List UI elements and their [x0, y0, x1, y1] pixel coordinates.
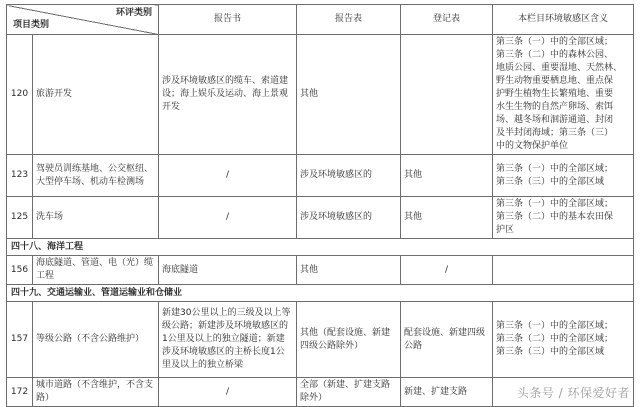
- row-project-name: 驾驶员训练基地、公交枢纽、大型停车场、机动车检测场: [33, 155, 159, 197]
- row-register: /: [401, 256, 493, 285]
- row-report-table: 其他: [297, 35, 401, 155]
- sensitive-line: 第三条（三）中的全部区域: [496, 347, 605, 357]
- sensitive-line: 第三条（二）中的基本农田保: [496, 212, 614, 222]
- table-row: [7, 197, 634, 239]
- header-project-category: 项目类别: [13, 20, 50, 30]
- row-code: 157: [7, 302, 33, 378]
- row-register: 配套设施、新建四级公路: [401, 302, 493, 378]
- sensitive-line: 第三条（二）中的森林公园、: [496, 50, 614, 60]
- sensitive-line: 第三条（一）中的全部区域；: [496, 37, 614, 47]
- header-report-table: 报告表: [297, 5, 401, 35]
- row-register: 新建、扩建支路: [401, 378, 493, 407]
- sensitive-line: 场、越冬场和洄游通道、封闭: [496, 115, 614, 125]
- row-report: 海底隧道: [159, 256, 297, 285]
- table-row: [7, 35, 634, 155]
- row-sensitive-area: [493, 256, 634, 285]
- row-project-name: 城市道路（不含维护，不含支路）: [33, 378, 159, 407]
- row-code: 156: [7, 256, 33, 285]
- eia-classification-table: [6, 4, 634, 407]
- row-sensitive-area: [493, 197, 634, 239]
- section-row: [7, 285, 634, 302]
- row-code: 123: [7, 155, 33, 197]
- table-row: [7, 256, 634, 285]
- row-project-name: 海底隧道、管道、电（光）缆工程: [33, 256, 159, 285]
- sensitive-line: 第三条（三）中的全部区域: [496, 176, 605, 187]
- sensitive-line: 中的文物保护单位: [496, 141, 569, 151]
- sensitive-line: 护区: [496, 225, 515, 235]
- header-diagonal-cell: [7, 5, 159, 35]
- header-register: 登记表: [401, 5, 493, 35]
- row-register: 其他: [401, 197, 493, 239]
- sensitive-line: 第三条（二）中的全部区域；: [496, 334, 614, 344]
- sensitive-line: 第三条（一）中的全部区域；: [496, 321, 614, 331]
- row-report-table: 其他（配套设施、新建四级公路除外）: [297, 302, 401, 378]
- sensitive-line: 野生动物重要栖息地、重点保: [496, 76, 614, 86]
- row-report-table: 涉及环境敏感区的: [297, 197, 401, 239]
- row-sensitive-area: [493, 155, 634, 197]
- sensitive-line: 及半封闭海域；第三条（三）: [496, 128, 614, 138]
- table-row: [7, 155, 634, 197]
- sensitive-line: 地质公园、重要湿地、天然林、: [496, 63, 623, 73]
- sensitive-line: 第三条（一）中的全部区域；: [496, 199, 614, 209]
- row-project-name: 洗车场: [33, 197, 159, 239]
- row-report-table: 其他: [297, 256, 401, 285]
- row-report: /: [159, 197, 297, 239]
- row-register: [401, 35, 493, 155]
- watermark: 头条号 / 环保爱好者: [516, 386, 630, 400]
- row-code: 125: [7, 197, 33, 239]
- row-report-table: 涉及环境敏感区的: [297, 155, 401, 197]
- section-title: 四十八、海洋工程: [7, 239, 634, 256]
- header-eia-category: 环评类别: [115, 8, 152, 18]
- row-code: 120: [7, 35, 33, 155]
- row-report: /: [159, 378, 297, 407]
- row-report: 新建30公里以上的三级及以上等级公路；新建涉及环境敏感区的1公里及以上的独立隧道；新建涉及环境敏感区的主桥长度1公里及以上的独立桥梁: [159, 302, 297, 378]
- sensitive-line: 第三条（一）中的全部区域；: [496, 163, 614, 174]
- sensitive-line: 护野生植物生长繁殖地、重要: [496, 89, 614, 99]
- row-register: 其他: [401, 155, 493, 197]
- section-title: 四十九、交通运输业、管道运输业和仓储业: [7, 285, 634, 302]
- header-sensitive-area: 本栏目环境敏感区含义: [493, 5, 634, 35]
- row-report: 涉及环境敏感区的缆车、索道建设；海上娱乐及运动、海上景观开发: [159, 35, 297, 155]
- section-row: [7, 239, 634, 256]
- row-report-table: 全部（新建、扩建支路除外）: [297, 378, 401, 407]
- row-project-name: 旅游开发: [33, 35, 159, 155]
- row-code: 172: [7, 378, 33, 407]
- row-report: /: [159, 155, 297, 197]
- row-project-name: 等级公路（不含公路维护）: [33, 302, 159, 378]
- sensitive-line: 水生生物的自然产卵场、索饵: [496, 102, 614, 112]
- row-sensitive-area: [493, 35, 634, 155]
- row-sensitive-area: [493, 302, 634, 378]
- header-row: [7, 5, 634, 35]
- table-row: [7, 302, 634, 378]
- header-report: 报告书: [159, 5, 297, 35]
